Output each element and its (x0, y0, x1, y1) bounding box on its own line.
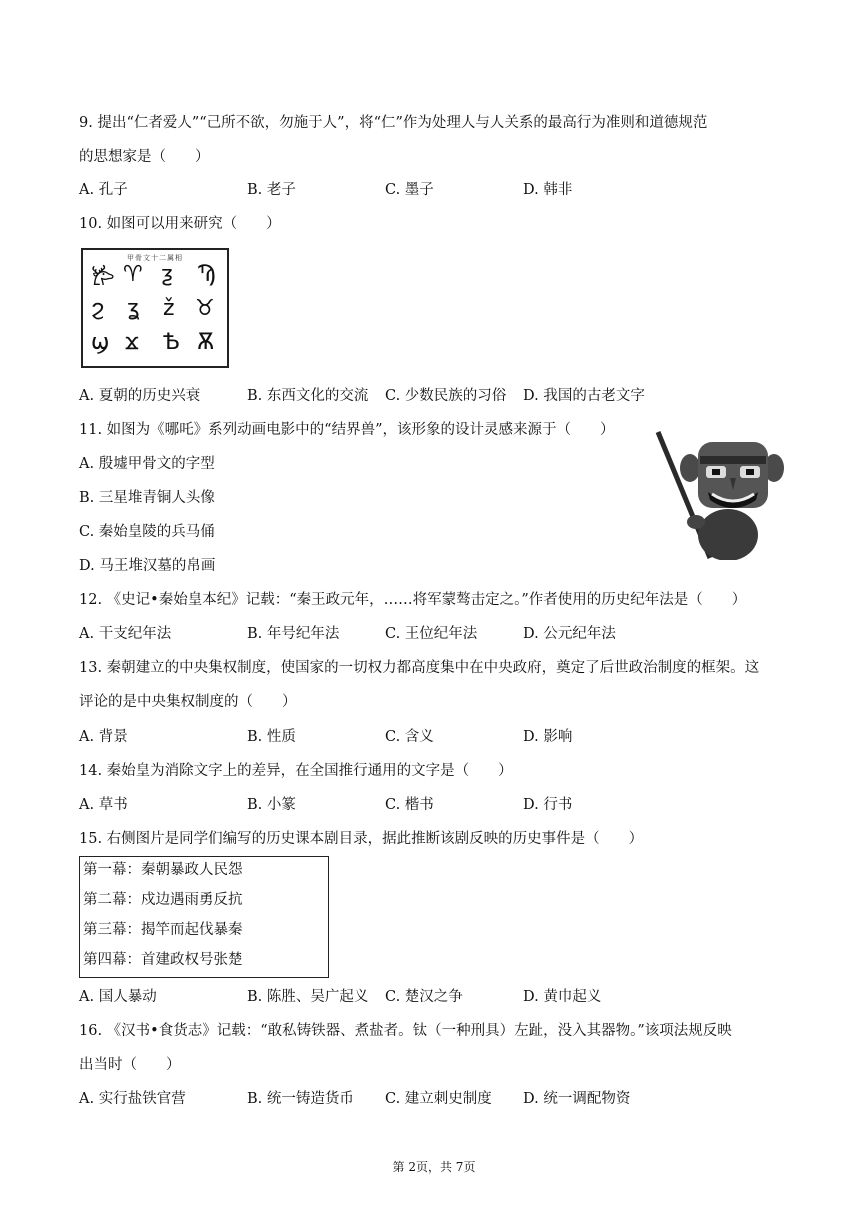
q9-option-b[interactable]: B. 老子 (247, 182, 296, 198)
q14-option-a[interactable]: A. 草书 (79, 797, 128, 813)
q13-option-d[interactable]: D. 影响 (523, 729, 573, 745)
q15-options (79, 987, 799, 1007)
q13-option-c[interactable]: C. 含义 (385, 729, 434, 745)
q15-stem: 15. 右侧图片是同学们编写的历史课本剧目录，据此推断该剧反映的历史事件是（ ） (79, 831, 644, 847)
q14-stem: 14. 秦始皇为消除文字上的差异，在全国推行通用的文字是（ ） (79, 763, 513, 779)
q13-stem-line2: 评论的是中央集权制度的（ ） (79, 694, 297, 710)
q15-option-a[interactable]: A. 国人暴动 (79, 989, 157, 1005)
q10-option-a[interactable]: A. 夏朝的历史兴衰 (79, 388, 201, 404)
q16-option-d[interactable]: D. 统一调配物资 (523, 1091, 631, 1107)
q12-option-d[interactable]: D. 公元纪年法 (523, 626, 616, 642)
oracle-glyph-icon: ϣ (91, 330, 110, 355)
oracle-glyph-icon: 𐂂 (91, 266, 115, 291)
q13-option-a[interactable]: A. 背景 (79, 729, 128, 745)
q10-option-b[interactable]: B. 东西文化的交流 (247, 388, 369, 404)
q10-options (79, 386, 799, 406)
q10-stem: 10. 如图可以用来研究（ ） (79, 216, 281, 232)
q10-option-d[interactable]: D. 我国的古老文字 (523, 388, 645, 404)
q12-stem: 12. 《史记•秦始皇本纪》记载：“秦王政元年，……将军蒙骜击定之。”作者使用的历史纪年法是（ ） (79, 592, 747, 608)
q13-stem-line1: 13. 秦朝建立的中央集权制度，使国家的一切权力都高度集中在中央政府，奠定了后世政治制度的框架。这 (79, 660, 760, 676)
q10-option-c[interactable]: C. 少数民族的习俗 (385, 388, 507, 404)
q11-option-a[interactable]: A. 殷墟甲骨文的字型 (79, 456, 215, 472)
q13-option-b[interactable]: B. 性质 (247, 729, 296, 745)
drama-act-4: 第四幕：首建政权号张楚 (83, 952, 243, 968)
q14-option-d[interactable]: D. 行书 (523, 797, 573, 813)
oracle-glyph-icon: ž (163, 296, 175, 321)
q16-stem-line1: 16. 《汉书•食货志》记载：“敢私铸铁器、煮盐者。钛（一种刑具）左趾，没入其器物。”该项法规反映 (79, 1023, 732, 1039)
oracle-bone-zodiac-figure (81, 248, 229, 368)
q11-option-b[interactable]: B. 三星堆青铜人头像 (79, 490, 215, 506)
q16-option-c[interactable]: C. 建立刺史制度 (385, 1091, 492, 1107)
q16-options (79, 1089, 799, 1109)
drama-act-1: 第一幕：秦朝暴政人民怨 (83, 862, 243, 878)
q13-options (79, 727, 799, 747)
oracle-glyph-icon: ʓ (127, 296, 140, 321)
q15-option-d[interactable]: D. 黄巾起义 (523, 989, 602, 1005)
q15-option-b[interactable]: B. 陈胜、吴广起义 (247, 989, 369, 1005)
q9-options (79, 180, 799, 200)
drama-act-3: 第三幕：揭竿而起伐暴秦 (83, 922, 243, 938)
drama-act-2: 第二幕：戍边遇雨勇反抗 (83, 892, 243, 908)
q9-option-c[interactable]: C. 墨子 (385, 182, 434, 198)
oracle-glyph-icon: ♉ (195, 296, 215, 321)
q9-option-d[interactable]: D. 韩非 (523, 182, 573, 198)
drama-table-of-contents (79, 856, 329, 978)
oracle-glyph-icon: Ѣ (163, 330, 180, 355)
oracle-glyph-icon: ϩ (91, 296, 105, 321)
oracle-glyph-icon: ϫ (125, 330, 139, 355)
oracle-glyph-icon: Ϡ (197, 262, 217, 287)
oracle-figure-title: 甲骨文十二属相 (127, 254, 183, 262)
oracle-glyph-icon: ƺ (161, 262, 173, 287)
q9-stem-line1: 9. 提出“仁者爱人”“己所不欲，勿施于人”，将“仁”作为处理人与人关系的最高行为准则和道德规范 (79, 115, 708, 131)
q15-option-c[interactable]: C. 楚汉之争 (385, 989, 463, 1005)
q12-option-a[interactable]: A. 干支纪年法 (79, 626, 172, 642)
q12-option-c[interactable]: C. 王位纪年法 (385, 626, 478, 642)
q12-option-b[interactable]: B. 年号纪年法 (247, 626, 340, 642)
oracle-glyph-icon: Ѫ (197, 330, 215, 355)
q11-stem: 11. 如图为《哪吒》系列动画电影中的“结界兽”，该形象的设计灵感来源于（ ） (79, 422, 615, 438)
q14-option-b[interactable]: B. 小篆 (247, 797, 296, 813)
barrier-beast-image (648, 430, 788, 560)
q11-option-c[interactable]: C. 秦始皇陵的兵马俑 (79, 524, 215, 540)
q9-stem-line2: 的思想家是（ ） (79, 149, 210, 165)
q12-options (79, 624, 799, 644)
q16-stem-line2: 出当时（ ） (79, 1057, 181, 1073)
q9-option-a[interactable]: A. 孔子 (79, 182, 128, 198)
q14-option-c[interactable]: C. 楷书 (385, 797, 434, 813)
q16-option-a[interactable]: A. 实行盐铁官营 (79, 1091, 186, 1107)
oracle-glyph-icon: ♈ (123, 262, 143, 287)
q11-option-d[interactable]: D. 马王堆汉墓的帛画 (79, 558, 216, 574)
q14-options (79, 795, 799, 815)
page-number-footer: 第 2页，共 7页 (392, 1160, 476, 1174)
q16-option-b[interactable]: B. 统一铸造货币 (247, 1091, 354, 1107)
